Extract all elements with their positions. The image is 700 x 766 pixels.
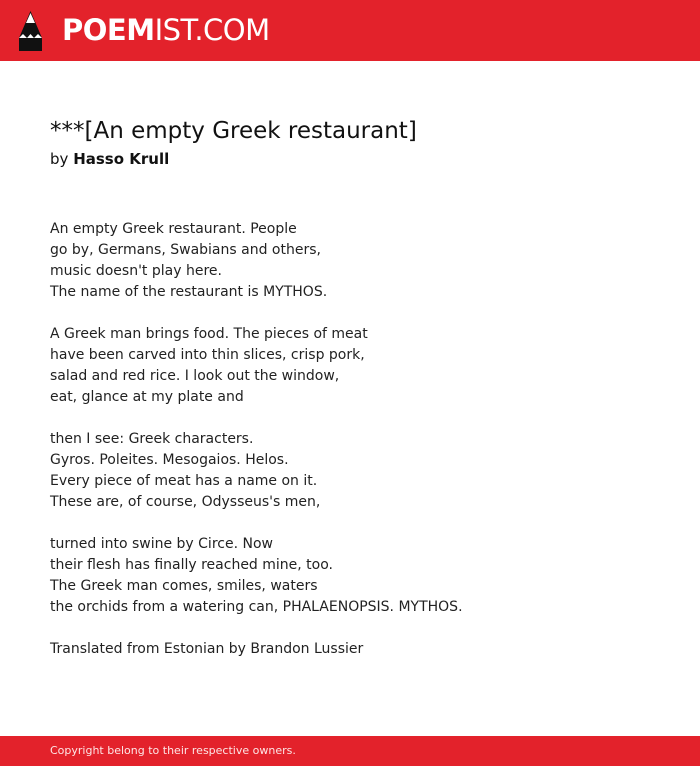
poem-line: then I see: Greek characters.: [50, 431, 254, 447]
poem-line: The name of the restaurant is MYTHOS.: [50, 284, 328, 300]
poem-line: go by, Germans, Swabians and others,: [50, 242, 321, 258]
byline: [50, 149, 169, 169]
stanza: [50, 219, 670, 303]
poem-line: salad and red rice. I look out the window,: [50, 368, 340, 384]
poem-line: the orchids from a watering can, PHALAENOPSIS. MYTHOS.: [50, 599, 463, 615]
poem-body: [50, 219, 670, 660]
poem-line: The Greek man comes, smiles, waters: [50, 578, 318, 594]
poem-line: music doesn't play here.: [50, 263, 222, 279]
site-logo-text[interactable]: [62, 13, 270, 47]
stanza: [50, 324, 670, 408]
by-label: by: [50, 150, 69, 168]
author-name: Hasso Krull: [73, 150, 170, 168]
copyright-text: Copyright belong to their respective owners.: [50, 744, 296, 757]
poem-line: turned into swine by Circe. Now: [50, 536, 273, 552]
brand-bold: POEM: [62, 13, 155, 47]
poem-line: Gyros. Poleites. Mesogaios. Helos.: [50, 452, 289, 468]
poem-line: Every piece of meat has a name on it.: [50, 473, 318, 489]
poem-line: have been carved into thin slices, crisp pork,: [50, 347, 365, 363]
stanza: [50, 534, 670, 618]
stanza: [50, 429, 670, 513]
translator-note: Translated from Estonian by Brandon Lussier: [50, 641, 364, 657]
site-footer: [0, 736, 700, 766]
poem-line: An empty Greek restaurant. People: [50, 221, 297, 237]
poem-line: their flesh has finally reached mine, too.: [50, 557, 334, 573]
poem-line: These are, of course, Odysseus's men,: [50, 494, 321, 510]
pencil-tip-icon[interactable]: [17, 10, 44, 52]
poem-title: ***[An empty Greek restaurant]: [50, 118, 417, 144]
site-header: [0, 0, 700, 61]
poem-line: A Greek man brings food. The pieces of meat: [50, 326, 368, 342]
poem-line: eat, glance at my plate and: [50, 389, 244, 405]
brand-light: IST.COM: [154, 13, 270, 47]
